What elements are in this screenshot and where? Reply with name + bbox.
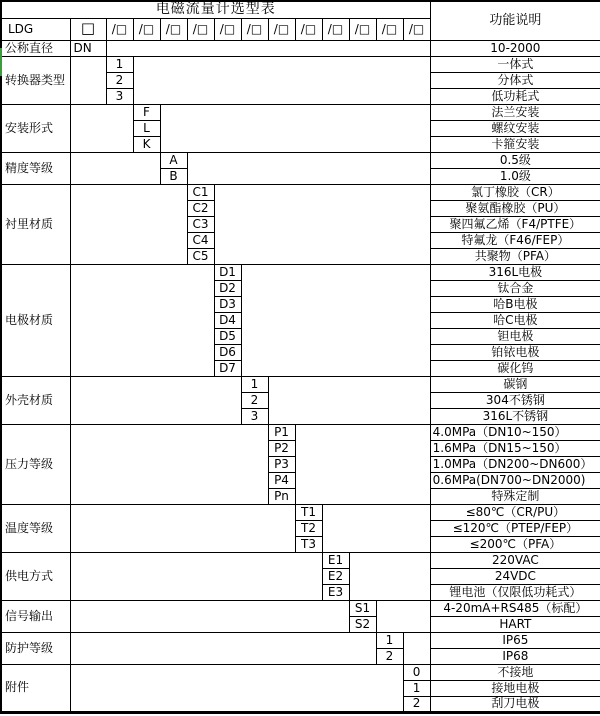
function-column-header: 功能说明 bbox=[430, 1, 600, 40]
empty-cell bbox=[106, 40, 430, 56]
option-code: P4 bbox=[268, 472, 295, 488]
option-description: 一体式 bbox=[430, 56, 600, 72]
option-description: 氯丁橡胶（CR） bbox=[430, 184, 600, 200]
option-code: E3 bbox=[322, 584, 349, 600]
model-prefix: LDG bbox=[1, 18, 70, 40]
option-code: F bbox=[133, 104, 160, 120]
model-slot: /□ bbox=[241, 18, 268, 40]
empty-cell bbox=[133, 56, 430, 104]
model-slot: /□ bbox=[160, 18, 187, 40]
option-code: T2 bbox=[295, 520, 322, 536]
empty-cell bbox=[214, 184, 430, 264]
empty-cell bbox=[295, 424, 430, 504]
option-code: C1 bbox=[187, 184, 214, 200]
category-label: 安装形式 bbox=[1, 104, 70, 152]
empty-cell bbox=[403, 632, 430, 664]
model-slot: /□ bbox=[133, 18, 160, 40]
option-description: 刮刀电极 bbox=[430, 696, 600, 712]
option-description: 锂电池（仅限低功耗式） bbox=[430, 584, 600, 600]
empty-cell bbox=[70, 376, 241, 424]
option-description: 10-2000 bbox=[430, 40, 600, 56]
option-code: C5 bbox=[187, 248, 214, 264]
category-label: 信号输出 bbox=[1, 600, 70, 632]
category-label: 温度等级 bbox=[1, 504, 70, 552]
option-description: ≤80℃（CR/PU） bbox=[430, 504, 600, 520]
option-description: HART bbox=[430, 616, 600, 632]
option-description: 4.0MPa（DN10~150） bbox=[430, 424, 600, 440]
option-code: A bbox=[160, 152, 187, 168]
option-code: T3 bbox=[295, 536, 322, 552]
category-label: 精度等级 bbox=[1, 152, 70, 184]
option-description: 304不锈钢 bbox=[430, 392, 600, 408]
table-title: 电磁流量计选型表 bbox=[1, 1, 430, 18]
option-code: 3 bbox=[106, 88, 133, 104]
option-code: K bbox=[133, 136, 160, 152]
option-code: D2 bbox=[214, 280, 241, 296]
option-description: 1.6MPa（DN15~150） bbox=[430, 440, 600, 456]
model-slot: /□ bbox=[214, 18, 241, 40]
empty-cell bbox=[70, 664, 403, 712]
option-description: 聚氨酯橡胶（PU） bbox=[430, 200, 600, 216]
option-code: P3 bbox=[268, 456, 295, 472]
option-code: 1 bbox=[403, 680, 430, 696]
option-code: D4 bbox=[214, 312, 241, 328]
option-code: D3 bbox=[214, 296, 241, 312]
category-label: 附件 bbox=[1, 664, 70, 712]
option-description: 哈B电极 bbox=[430, 296, 600, 312]
category-label: 外壳材质 bbox=[1, 376, 70, 424]
option-description: 4-20mA+RS485（标配） bbox=[430, 600, 600, 616]
option-description: 接地电极 bbox=[430, 680, 600, 696]
model-slot: /□ bbox=[106, 18, 133, 40]
option-code: D5 bbox=[214, 328, 241, 344]
option-code: D7 bbox=[214, 360, 241, 376]
option-description: 共聚物（PFA） bbox=[430, 248, 600, 264]
option-code: 2 bbox=[376, 648, 403, 664]
model-slot: /□ bbox=[349, 18, 376, 40]
empty-cell bbox=[70, 56, 106, 104]
category-label: 衬里材质 bbox=[1, 184, 70, 264]
option-code: E1 bbox=[322, 552, 349, 568]
option-code: 0 bbox=[403, 664, 430, 680]
empty-cell bbox=[70, 264, 214, 376]
option-description: 220VAC bbox=[430, 552, 600, 568]
model-slot: /□ bbox=[295, 18, 322, 40]
empty-cell bbox=[70, 552, 322, 600]
option-code: 1 bbox=[376, 632, 403, 648]
option-description: 1.0级 bbox=[430, 168, 600, 184]
option-code: Pn bbox=[268, 488, 295, 504]
option-description: 低功耗式 bbox=[430, 88, 600, 104]
option-code: C4 bbox=[187, 232, 214, 248]
option-description: 特殊定制 bbox=[430, 488, 600, 504]
option-description: 哈C电极 bbox=[430, 312, 600, 328]
option-description: 碳化钨 bbox=[430, 360, 600, 376]
option-code: P2 bbox=[268, 440, 295, 456]
option-description: ≤120℃（PTEP/FEP） bbox=[430, 520, 600, 536]
empty-cell bbox=[187, 152, 430, 184]
option-description: 聚四氟乙烯（F4/PTFE） bbox=[430, 216, 600, 232]
option-code: 2 bbox=[241, 392, 268, 408]
option-code: S2 bbox=[349, 616, 376, 632]
option-description: ≤200℃（PFA） bbox=[430, 536, 600, 552]
empty-cell bbox=[70, 600, 349, 632]
empty-cell bbox=[70, 104, 133, 152]
option-code: P1 bbox=[268, 424, 295, 440]
empty-cell bbox=[70, 632, 376, 664]
category-label: 公称直径 bbox=[1, 40, 70, 56]
option-description: 316L电极 bbox=[430, 264, 600, 280]
empty-cell bbox=[70, 184, 187, 264]
model-slot: /□ bbox=[187, 18, 214, 40]
option-description: 螺纹安装 bbox=[430, 120, 600, 136]
option-code: 1 bbox=[241, 376, 268, 392]
option-description: 1.0MPa（DN200~DN600） bbox=[430, 456, 600, 472]
option-code: L bbox=[133, 120, 160, 136]
model-base-box: □ bbox=[70, 18, 106, 40]
model-slot: /□ bbox=[322, 18, 349, 40]
empty-cell bbox=[160, 104, 430, 152]
option-description: 钽电极 bbox=[430, 328, 600, 344]
option-description: 分体式 bbox=[430, 72, 600, 88]
empty-cell bbox=[376, 600, 430, 632]
category-label: 转换器类型 bbox=[1, 56, 70, 104]
left-edge-artifact bbox=[0, 48, 2, 76]
option-description: 法兰安装 bbox=[430, 104, 600, 120]
option-code: S1 bbox=[349, 600, 376, 616]
empty-cell bbox=[349, 552, 430, 600]
option-code: D1 bbox=[214, 264, 241, 280]
option-code: 3 bbox=[241, 408, 268, 424]
option-description: 不接地 bbox=[430, 664, 600, 680]
option-code: 2 bbox=[403, 696, 430, 712]
option-code: 2 bbox=[106, 72, 133, 88]
option-description: IP68 bbox=[430, 648, 600, 664]
option-code: D6 bbox=[214, 344, 241, 360]
model-slot: /□ bbox=[268, 18, 295, 40]
option-code: C2 bbox=[187, 200, 214, 216]
option-description: 碳钢 bbox=[430, 376, 600, 392]
option-description: 铂铱电极 bbox=[430, 344, 600, 360]
option-description: 钛合金 bbox=[430, 280, 600, 296]
empty-cell bbox=[241, 264, 430, 376]
option-description: IP65 bbox=[430, 632, 600, 648]
option-description: 卡箍安装 bbox=[430, 136, 600, 152]
category-label: 压力等级 bbox=[1, 424, 70, 504]
option-code: 1 bbox=[106, 56, 133, 72]
category-label: 防护等级 bbox=[1, 632, 70, 664]
option-code: C3 bbox=[187, 216, 214, 232]
option-code: DN bbox=[70, 40, 106, 56]
category-label: 电极材质 bbox=[1, 264, 70, 376]
option-description: 24VDC bbox=[430, 568, 600, 584]
option-description: 特氟龙（F46/FEP） bbox=[430, 232, 600, 248]
model-slot: /□ bbox=[403, 18, 430, 40]
model-slot: /□ bbox=[376, 18, 403, 40]
option-code: B bbox=[160, 168, 187, 184]
option-description: 316L不锈钢 bbox=[430, 408, 600, 424]
option-code: T1 bbox=[295, 504, 322, 520]
empty-cell bbox=[70, 152, 160, 184]
empty-cell bbox=[268, 376, 430, 424]
empty-cell bbox=[70, 424, 268, 504]
option-description: 0.6MPa(DN700~DN2000) bbox=[430, 472, 600, 488]
empty-cell bbox=[70, 504, 295, 552]
option-code: E2 bbox=[322, 568, 349, 584]
empty-cell bbox=[322, 504, 430, 552]
category-label: 供电方式 bbox=[1, 552, 70, 600]
option-description: 0.5级 bbox=[430, 152, 600, 168]
